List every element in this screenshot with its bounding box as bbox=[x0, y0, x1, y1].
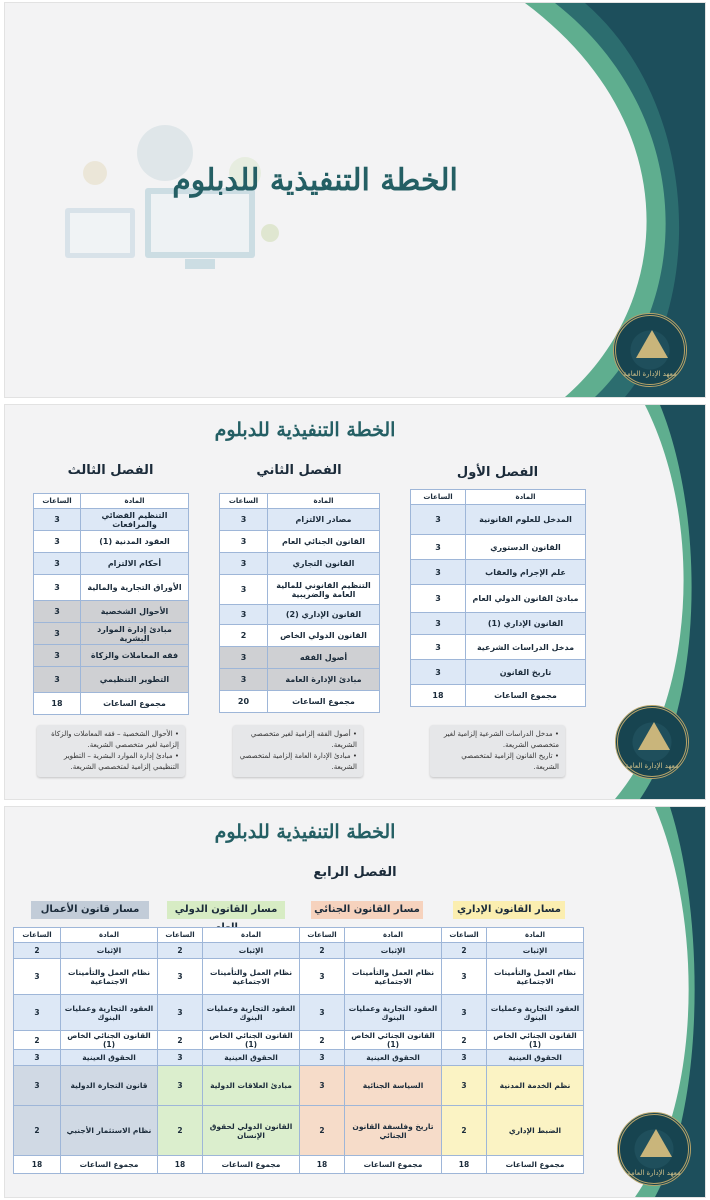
subject: تاريخ القانون bbox=[466, 660, 586, 685]
hours: 2 bbox=[14, 1031, 61, 1050]
subject: العقود التجارية وعمليات البنوك bbox=[203, 995, 300, 1031]
semester-4-title: الفصل الرابع bbox=[313, 865, 397, 880]
hours: 3 bbox=[442, 959, 487, 995]
subject: مصادر الالتزام bbox=[268, 509, 380, 531]
hours: 3 bbox=[411, 535, 466, 560]
hours: 3 bbox=[411, 613, 466, 635]
subject: تاريخ وفلسفة القانون الجنائي bbox=[345, 1106, 442, 1156]
subject: أصول الفقه bbox=[268, 647, 380, 669]
hours: 3 bbox=[442, 1066, 487, 1106]
hours: 2 bbox=[14, 1106, 61, 1156]
hours: 3 bbox=[34, 623, 81, 645]
subject: العقود التجارية وعمليات البنوك bbox=[487, 995, 584, 1031]
institute-seal: معهد الإدارة العامة bbox=[615, 705, 689, 779]
semester-3-notes: • الأحوال الشخصية – فقه المعاملات والزكاة إلزامية لغير متخصصي الشريعة. • مبادئ إدارة الموارد البشرية – التطوير التنظيمي إلزامية لمتخصصي الشريعة. bbox=[37, 725, 185, 777]
hours: 3 bbox=[220, 509, 268, 531]
hours: 3 bbox=[34, 553, 81, 575]
hours: 2 bbox=[158, 1106, 203, 1156]
subject: القانون الدولي لحقوق الإنسان bbox=[203, 1106, 300, 1156]
hours: 2 bbox=[442, 1031, 487, 1050]
hours: 2 bbox=[158, 1031, 203, 1050]
subject: نظام العمل والتأمينات الاجتماعية bbox=[203, 959, 300, 995]
subject: التطوير التنظيمي bbox=[81, 667, 189, 693]
subject: مبادئ القانون الدولي العام bbox=[466, 585, 586, 613]
subject: قانون التجارة الدولية bbox=[61, 1066, 158, 1106]
semester-4-table bbox=[13, 927, 584, 1174]
subject: مدخل الدراسات الشرعية bbox=[466, 635, 586, 660]
total-label: مجموع الساعات bbox=[466, 685, 586, 707]
subject: القانون الجنائي الخاص (1) bbox=[487, 1031, 584, 1050]
hours: 3 bbox=[220, 553, 268, 575]
total-label: مجموع الساعات bbox=[203, 1156, 300, 1174]
page-title: الخطة التنفيذية للدبلوم bbox=[214, 821, 396, 843]
subject: التنظيم القانوني للمالية العامة والضريبية bbox=[268, 575, 380, 605]
subject: الضبط الإداري bbox=[487, 1106, 584, 1156]
hours: 3 bbox=[158, 1066, 203, 1106]
hours: 3 bbox=[158, 1050, 203, 1066]
subject: علم الإجرام والعقاب bbox=[466, 560, 586, 585]
subject: الحقوق العينية bbox=[203, 1050, 300, 1066]
subject: الإثبات bbox=[61, 943, 158, 959]
semester-1-notes: • مدخل الدراسات الشرعية إلزامية لغير متخصصي الشريعة. • تاريخ القانون إلزامية لمتخصصي الشريعة. bbox=[430, 725, 565, 777]
col-subject: المادة bbox=[268, 494, 380, 509]
hours: 3 bbox=[220, 531, 268, 553]
subject: نظام الاستثمار الأجنبي bbox=[61, 1106, 158, 1156]
total-hours: 18 bbox=[158, 1156, 203, 1174]
hours: 2 bbox=[300, 1031, 345, 1050]
total-label: مجموع الساعات bbox=[487, 1156, 584, 1174]
hours: 3 bbox=[158, 995, 203, 1031]
subject: الحقوق العينية bbox=[61, 1050, 158, 1066]
col-subject: المادة bbox=[81, 494, 189, 509]
hours: 2 bbox=[300, 943, 345, 959]
subject: نظم الخدمة المدنية bbox=[487, 1066, 584, 1106]
hours: 3 bbox=[300, 995, 345, 1031]
track-criminal-law: مسار القانون الجنائي bbox=[311, 901, 423, 919]
col-subject: المادة bbox=[203, 928, 300, 943]
semester-3-title: الفصل الثالث bbox=[67, 463, 154, 478]
subject: القانون الجنائي العام bbox=[268, 531, 380, 553]
hours: 3 bbox=[14, 1066, 61, 1106]
hours: 3 bbox=[411, 660, 466, 685]
semester-1-table bbox=[410, 489, 586, 707]
col-hours: الساعات bbox=[411, 490, 466, 505]
subject: القانون التجاري bbox=[268, 553, 380, 575]
hours: 3 bbox=[220, 647, 268, 669]
hours: 2 bbox=[14, 943, 61, 959]
page-title: الخطة التنفيذية للدبلوم bbox=[172, 163, 458, 198]
subject: الإثبات bbox=[345, 943, 442, 959]
subject: الحقوق العينية bbox=[345, 1050, 442, 1066]
col-subject: المادة bbox=[487, 928, 584, 943]
subject: القانون الجنائي الخاص (1) bbox=[345, 1031, 442, 1050]
subject: مبادئ الإدارة العامة bbox=[268, 669, 380, 691]
hours: 3 bbox=[34, 575, 81, 601]
col-hours: الساعات bbox=[34, 494, 81, 509]
subject: العقود التجارية وعمليات البنوك bbox=[345, 995, 442, 1031]
total-label: مجموع الساعات bbox=[81, 693, 189, 715]
subject: نظام العمل والتأمينات الاجتماعية bbox=[487, 959, 584, 995]
total-hours: 18 bbox=[442, 1156, 487, 1174]
hours: 3 bbox=[411, 635, 466, 660]
subject: التنظيم القضائي والمرافعات bbox=[81, 509, 189, 531]
hours: 2 bbox=[442, 1106, 487, 1156]
subject: مبادئ إدارة الموارد البشرية bbox=[81, 623, 189, 645]
col-subject: المادة bbox=[61, 928, 158, 943]
total-label: مجموع الساعات bbox=[61, 1156, 158, 1174]
hours: 3 bbox=[34, 667, 81, 693]
hours: 3 bbox=[14, 995, 61, 1031]
semester-2-title: الفصل الثاني bbox=[256, 463, 342, 478]
subject: الإثبات bbox=[203, 943, 300, 959]
hours: 2 bbox=[158, 943, 203, 959]
hours: 2 bbox=[442, 943, 487, 959]
subject: العقود المدنية (1) bbox=[81, 531, 189, 553]
subject: المدخل للعلوم القانونية bbox=[466, 505, 586, 535]
col-hours: الساعات bbox=[442, 928, 487, 943]
subject: القانون الإداري (2) bbox=[268, 605, 380, 625]
subject: مبادئ العلاقات الدولية bbox=[203, 1066, 300, 1106]
hours: 3 bbox=[411, 560, 466, 585]
hours: 3 bbox=[158, 959, 203, 995]
institute-seal: معهد الإدارة العامة bbox=[613, 313, 687, 387]
total-hours: 18 bbox=[14, 1156, 61, 1174]
hours: 3 bbox=[442, 995, 487, 1031]
hours: 3 bbox=[14, 959, 61, 995]
subject: نظام العمل والتأمينات الاجتماعية bbox=[345, 959, 442, 995]
col-hours: الساعات bbox=[14, 928, 61, 943]
total-hours: 20 bbox=[220, 691, 268, 713]
col-hours: الساعات bbox=[220, 494, 268, 509]
hours: 3 bbox=[411, 585, 466, 613]
subject: القانون الجنائي الخاص (1) bbox=[61, 1031, 158, 1050]
col-hours: الساعات bbox=[158, 928, 203, 943]
subject: فقه المعاملات والزكاة bbox=[81, 645, 189, 667]
total-hours: 18 bbox=[411, 685, 466, 707]
hours: 3 bbox=[300, 1050, 345, 1066]
track-public-international-law: مسار القانون الدولي bbox=[167, 901, 285, 919]
hours: 3 bbox=[220, 575, 268, 605]
hours: 3 bbox=[34, 531, 81, 553]
total-hours: 18 bbox=[34, 693, 81, 715]
subject: القانون الجنائي الخاص (1) bbox=[203, 1031, 300, 1050]
subject: السياسة الجنائية bbox=[345, 1066, 442, 1106]
hours: 3 bbox=[442, 1050, 487, 1066]
total-hours: 18 bbox=[300, 1156, 345, 1174]
slide-semester-4 bbox=[4, 806, 706, 1198]
col-hours: الساعات bbox=[300, 928, 345, 943]
subject: نظام العمل والتأمينات الاجتماعية bbox=[61, 959, 158, 995]
hours: 3 bbox=[411, 505, 466, 535]
hours: 2 bbox=[220, 625, 268, 647]
page-title: الخطة التنفيذية للدبلوم bbox=[214, 419, 396, 441]
total-label: مجموع الساعات bbox=[345, 1156, 442, 1174]
computer-illustration-icon bbox=[55, 113, 285, 283]
semester-1-title: الفصل الأول bbox=[456, 465, 539, 480]
semester-2-table bbox=[219, 493, 380, 713]
col-subject: المادة bbox=[345, 928, 442, 943]
hours: 3 bbox=[220, 605, 268, 625]
hours: 3 bbox=[14, 1050, 61, 1066]
subject: القانون الدولي الخاص bbox=[268, 625, 380, 647]
semester-3-table bbox=[33, 493, 189, 715]
track-administrative-law: مسار القانون الإداري bbox=[453, 901, 565, 919]
subject: القانون الإداري (1) bbox=[466, 613, 586, 635]
subject: الحقوق العينية bbox=[487, 1050, 584, 1066]
hours: 3 bbox=[34, 509, 81, 531]
slide-cover bbox=[4, 2, 706, 398]
col-subject: المادة bbox=[466, 490, 586, 505]
track-business-law: مسار قانون الأعمال bbox=[31, 901, 149, 919]
subject: أحكام الالتزام bbox=[81, 553, 189, 575]
institute-seal: معهد الإدارة العامة bbox=[617, 1112, 691, 1186]
hours: 3 bbox=[300, 959, 345, 995]
slide-semesters-1-3 bbox=[4, 404, 706, 800]
subject: الإثبات bbox=[487, 943, 584, 959]
total-label: مجموع الساعات bbox=[268, 691, 380, 713]
hours: 3 bbox=[34, 645, 81, 667]
semester-2-notes: • أصول الفقه إلزامية لغير متخصصي الشريعة. • مبادئ الإدارة العامة إلزامية لمتخصصي الشريعة. bbox=[233, 725, 363, 777]
hours: 2 bbox=[300, 1106, 345, 1156]
hours: 3 bbox=[34, 601, 81, 623]
subject: القانون الدستوري bbox=[466, 535, 586, 560]
hours: 3 bbox=[220, 669, 268, 691]
subject: العقود التجارية وعمليات البنوك bbox=[61, 995, 158, 1031]
subject: الأحوال الشخصية bbox=[81, 601, 189, 623]
hours: 3 bbox=[300, 1066, 345, 1106]
subject: الأوراق التجارية والمالية bbox=[81, 575, 189, 601]
